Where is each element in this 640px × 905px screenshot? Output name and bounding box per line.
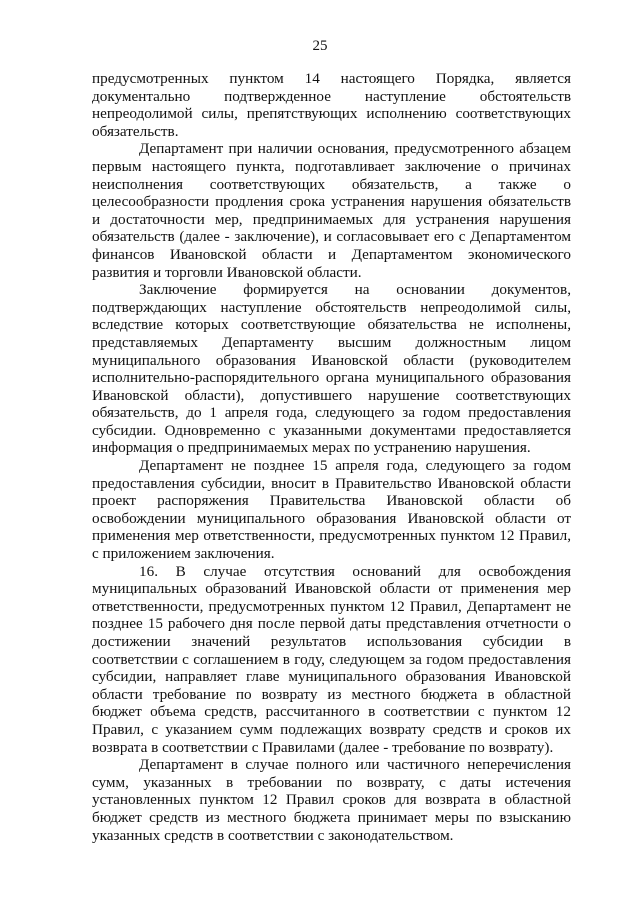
paragraph-recovery-measures: Департамент в случае полного или частичного неперечисления сумм, указанных в требовании по возврату, с даты истечения установленных пунктом 12 Правил сроков для возврата в областной бюджет средств из местного бюджета принимает меры по взысканию указанных средств в соответствии с законодательством.	[92, 756, 571, 844]
document-body	[92, 70, 571, 844]
page-number: 25	[312, 38, 328, 54]
paragraph-department-conclusion: Департамент при наличии основания, предусмотренного абзацем первым настоящего пункта, подготавливает заключение о причинах неисполнения соответствующих обязательств, а также о целесообразности продления срока устранения нарушения обязательств и достаточности мер, предпринимаемых для устранения нарушения обязательств (далее - заключение), и согласовывает его с Департаментом финансов Ивановской области и Департаментом экономического развития и торговли Ивановской области.	[92, 140, 571, 281]
paragraph-conclusion-formation: Заключение формируется на основании документов, подтверждающих наступление обстоятельств непреодолимой силы, вследствие которых соответствующие обязательства не исполнены, представляемых Департаменту высшим должностным лицом муниципального образования Ивановской области (руководителем исполнительно-распорядительного органа муниципального образования Ивановской области), допустившего нарушение соответствующих обязательств, до 1 апреля года, следующего за годом предоставления субсидии. Одновременно с указанными документами предоставляется информация о предпринимаемых мерах по устранению нарушения.	[92, 281, 571, 457]
paragraph-item-16: 16. В случае отсутствия оснований для освобождения муниципальных образований Ивановской области от применения мер ответственности, предусмотренных пунктом 12 Правил, Департамент не позднее 15 рабочего дня после первой даты представления отчетности о достижении значений результатов использования субсидии в соответствии с соглашением в году, следующем за годом предоставления субсидии, направляет главе муниципального образования Ивановской области требование по возврату из местного бюджета в областной бюджет объема средств, рассчитанного в соответствии с пунктом 12 Правил, с указанием сумм подлежащих возврату средств и сроков их возврата в соответствии с Правилами (далее - требование по возврату).	[92, 562, 571, 756]
paragraph-continuation: предусмотренных пунктом 14 настоящего Порядка, является документально подтвержденное наступление обстоятельств непреодолимой силы, препятствующих исполнению соответствующих обязательств.	[92, 70, 571, 140]
paragraph-draft-order: Департамент не позднее 15 апреля года, следующего за годом предоставления субсидии, вносит в Правительство Ивановской области проект распоряжения Правительства Ивановской области об освобождении муниципального образования Ивановской области от применения мер ответственности, предусмотренных пунктом 12 Правил, с приложением заключения.	[92, 457, 571, 563]
